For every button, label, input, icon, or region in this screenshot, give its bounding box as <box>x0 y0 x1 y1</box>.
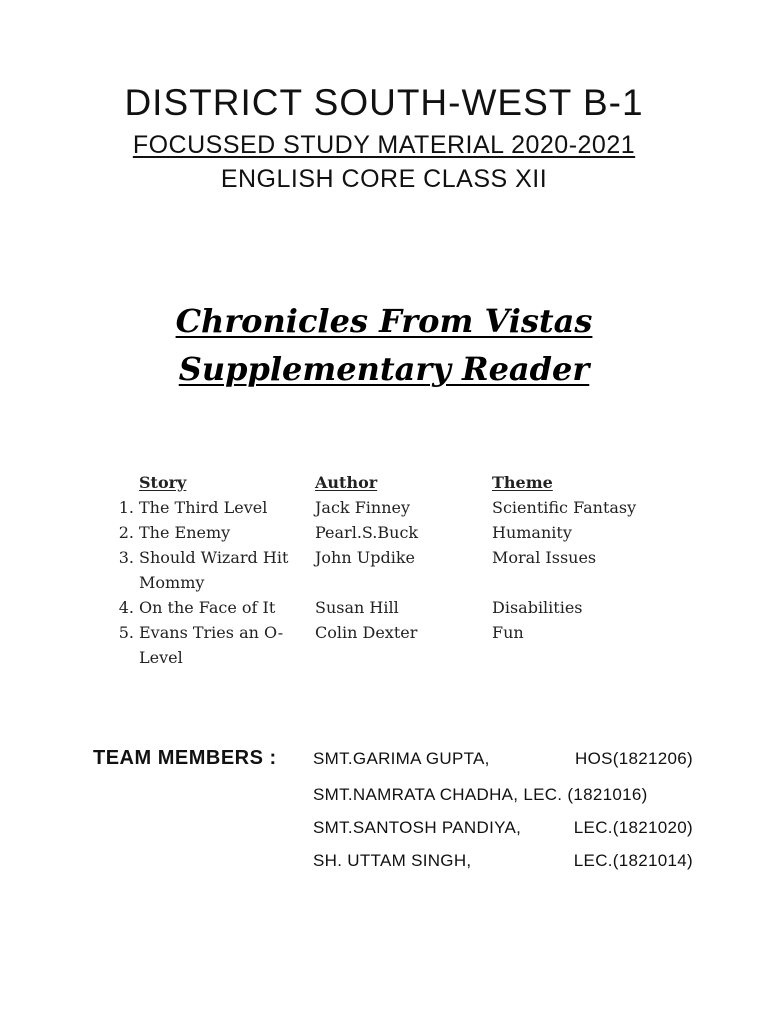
member-role: LEC.(1821014) <box>573 851 693 870</box>
author-cell: Colin Dexter <box>315 623 418 642</box>
team-member <box>313 851 693 875</box>
row-number: 4. <box>118 598 134 617</box>
theme-cell: Moral Issues <box>492 548 597 567</box>
theme-cell: Humanity <box>492 523 572 542</box>
header-author: Author <box>315 473 378 492</box>
district-heading: DISTRICT SOUTH-WEST B-1 <box>124 82 644 123</box>
member-role: HOS(1821206) <box>575 749 693 768</box>
author-cell: John Updike <box>315 548 415 567</box>
story-cell: Evans Tries an O-Level <box>139 623 284 667</box>
material-heading: FOCUSSED STUDY MATERIAL 2020-2021 <box>132 131 636 159</box>
row-number: 5. <box>118 623 134 642</box>
header-story: Story <box>139 473 187 492</box>
member-name: SMT.GARIMA GUPTA, <box>313 749 490 768</box>
team-member <box>313 818 693 842</box>
class-heading: ENGLISH CORE CLASS XII <box>220 165 548 193</box>
team-member <box>313 785 693 809</box>
member-name: SMT.NAMRATA CHADHA, LEC. (1821016) <box>313 785 648 804</box>
book-title: Chronicles From Vistas <box>175 302 593 340</box>
row-number: 1. <box>118 498 134 517</box>
member-role: LEC.(1821020) <box>573 818 693 837</box>
theme-cell: Fun <box>492 623 524 642</box>
theme-cell: Disabilities <box>492 598 583 617</box>
story-cell: On the Face of It <box>139 598 276 617</box>
story-cell: The Enemy <box>139 523 231 542</box>
row-number: 3. <box>118 548 134 567</box>
row-number: 2. <box>118 523 134 542</box>
author-cell: Susan Hill <box>315 598 399 617</box>
header-theme: Theme <box>492 473 553 492</box>
team-members-label: TEAM MEMBERS : <box>93 747 277 769</box>
book-subtitle: Supplementary Reader <box>178 350 590 388</box>
theme-cell: Scientific Fantasy <box>492 498 637 517</box>
author-cell: Jack Finney <box>315 498 411 517</box>
member-name: SMT.SANTOSH PANDIYA, <box>313 818 522 837</box>
member-name: SH. UTTAM SINGH, <box>313 851 472 870</box>
team-member <box>313 749 693 773</box>
story-cell: Should Wizard Hit Mommy <box>139 548 289 592</box>
author-cell: Pearl.S.Buck <box>315 523 419 542</box>
story-cell: The Third Level <box>139 498 268 517</box>
